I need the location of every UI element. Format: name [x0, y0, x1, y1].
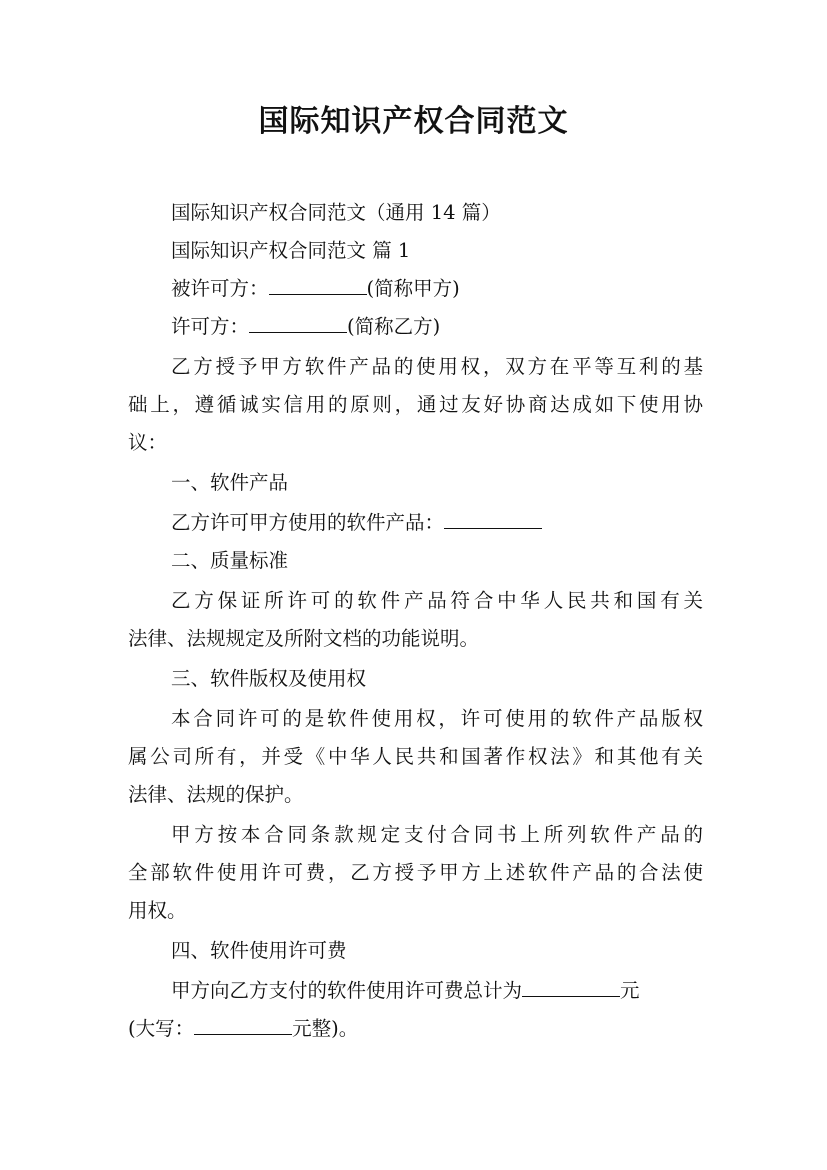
software-product-blank — [444, 508, 542, 529]
paragraph-line: 甲方按本合同条款规定支付合同书上所列软件产品的 — [171, 823, 703, 846]
license-fee-label: 甲方向乙方支付的软件使用许可费总计为 — [171, 979, 523, 1002]
paragraph-line: 用权。 — [128, 899, 187, 922]
section-heading: 一、软件产品 — [171, 471, 289, 494]
licensor-line — [171, 308, 703, 346]
section-heading: 二、质量标准 — [171, 549, 289, 572]
licensee-label: 被许可方： — [171, 277, 269, 300]
licensee-note: (简称甲方) — [366, 277, 460, 300]
license-fee-line — [171, 972, 703, 1010]
paragraph-line: 议： — [128, 431, 168, 454]
section-heading: 三、软件版权及使用权 — [171, 667, 367, 690]
paragraph-line: 法律、法规的保护。 — [128, 783, 304, 806]
section-heading-chapter-1: 国际知识产权合同范文 篇 1 — [171, 239, 411, 262]
section-heading: 四、软件使用许可费 — [171, 939, 347, 962]
licensee-line — [171, 270, 703, 308]
license-fee-capital-blank — [194, 1014, 292, 1035]
paragraph-line: 全部软件使用许可费，乙方授予甲方上述软件产品的合法使 — [128, 861, 703, 884]
licensor-note: (简称乙方) — [347, 315, 441, 338]
paragraph-line: 乙方保证所许可的软件产品符合中华人民共和国有关 — [171, 589, 703, 612]
license-fee-capital-unit: 元整)。 — [292, 1017, 359, 1040]
paragraph-line: 乙方授予甲方软件产品的使用权，双方在平等互利的基 — [171, 355, 703, 378]
software-product-label: 乙方许可甲方使用的软件产品： — [171, 511, 445, 534]
license-fee-blank — [522, 976, 620, 997]
paragraph-line: 本合同许可的是软件使用权，许可使用的软件产品版权 — [171, 707, 703, 730]
paragraph-line: 法律、法规规定及所附文档的功能说明。 — [128, 627, 480, 650]
software-product-line — [171, 504, 703, 542]
licensor-blank — [249, 312, 347, 333]
licensor-label: 许可方： — [171, 315, 250, 338]
document-title: 国际知识产权合同范文 — [258, 104, 569, 139]
license-fee-capital-label: (大写： — [128, 1017, 195, 1040]
license-fee-capital-line — [128, 1010, 703, 1048]
paragraph-line: 属公司所有，并受《中华人民共和国著作权法》和其他有关 — [128, 745, 703, 768]
licensee-blank — [269, 274, 367, 295]
paragraph-line: 础上，遵循诚实信用的原则，通过友好协商达成如下使用协 — [128, 393, 703, 416]
license-fee-unit: 元 — [620, 979, 640, 1002]
document-subtitle: 国际知识产权合同范文（通用 14 篇） — [171, 201, 501, 224]
